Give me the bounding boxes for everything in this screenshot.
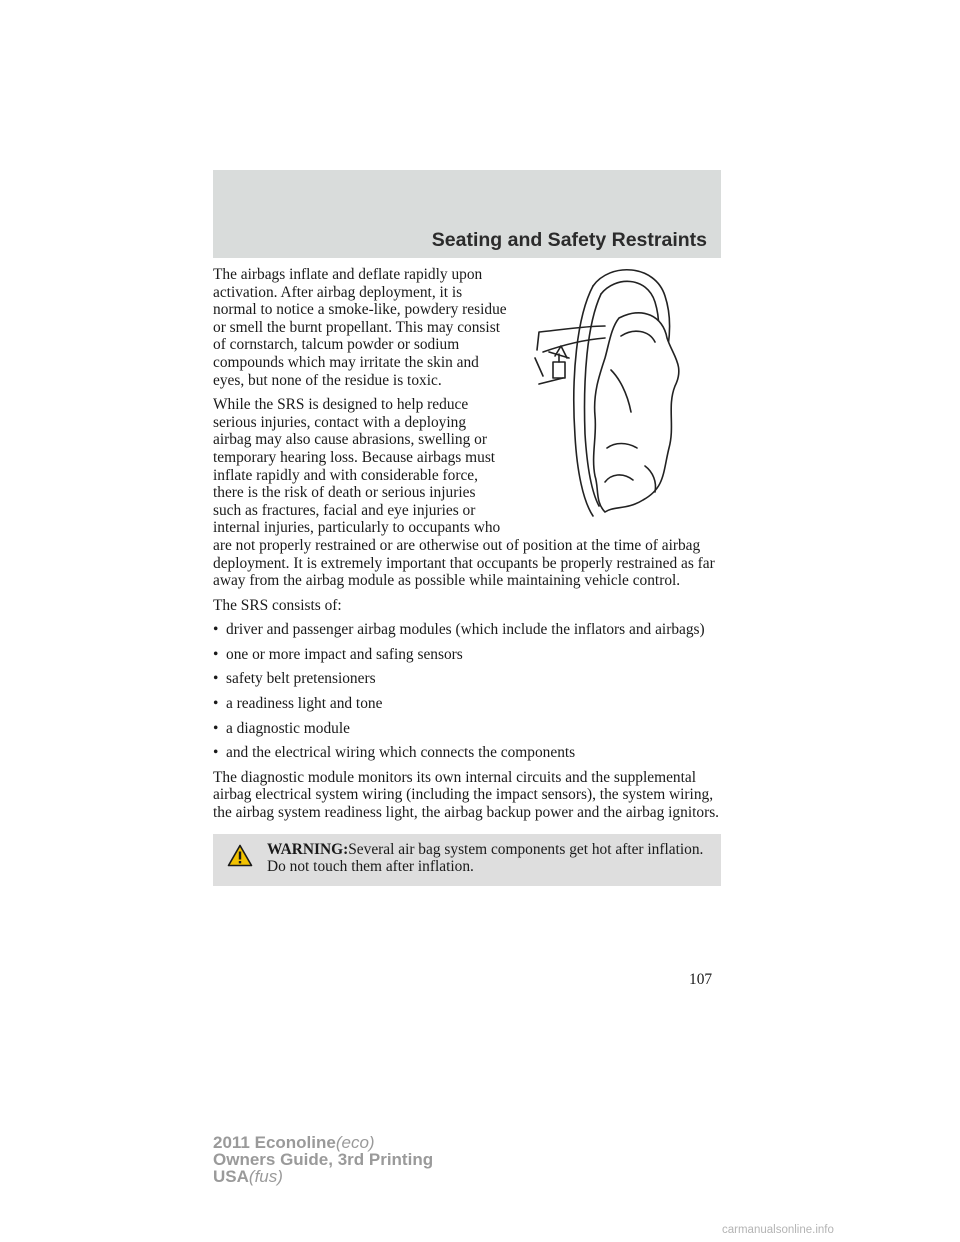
site-watermark: carmanualsonline.info (722, 1224, 834, 1236)
bullet-icon: • (213, 670, 219, 688)
bullet-icon: • (213, 621, 219, 639)
list-item: • a diagnostic module (213, 719, 350, 737)
footer-region-code: (fus) (248, 1167, 283, 1186)
paragraph-diagnostic-module: The diagnostic module monitors its own internal circuits and the supplemental airbag electrical system wiring (including the impact sensors), the system wiring, the airbag system readiness light, the airbag backup power and the airbag ignitors. (213, 768, 720, 822)
warning-text: Several air bag system components get hot after inflation. Do not touch them after inflation. (267, 840, 704, 876)
list-item: • and the electrical wiring which connects the components (213, 744, 576, 762)
warning-box (213, 834, 721, 886)
warning-triangle-icon (227, 844, 253, 872)
list-item: • driver and passenger airbag modules (which include the inflators and airbags) (213, 621, 705, 639)
paragraph-residue: The airbags inflate and deflate rapidly upon activation. After airbag deployment, it is normal to notice a smoke-like, powdery residue or smell the burnt propellant. This may consist of cornstarch, talcum powder or sodium compounds which may irritate the skin and eyes, but none of the residue is toxic. (213, 266, 507, 389)
bullet-icon: • (213, 719, 219, 737)
section-title: Seating and Safety Restraints (431, 229, 707, 251)
page-content (213, 266, 721, 886)
footer-printing: Owners Guide, 3rd Printing (213, 1150, 434, 1169)
list-item: • a readiness light and tone (213, 695, 383, 713)
section-header-band (213, 170, 721, 258)
paragraph-injury-risk: While the SRS is designed to help reduce serious injuries, contact with a deploying airbag may also cause abrasions, swelling or temporary hearing loss. Because airbags must inflate rapidly and with considerable force, there is the risk of death or serious injuries such as fractures, facial and eye injuries or internal injuries, particularly to occupants who are not properly restrained or are otherwise out of position at the time of airbag deployment. It is extremely important that occupants be properly restrained as far away from the airbag module as possible while maintaining vehicle control. (213, 396, 715, 590)
list-item: • one or more impact and safing sensors (213, 645, 463, 663)
airbag-deployment-illustration (515, 266, 721, 526)
warning-label: WARNING: (267, 840, 349, 858)
page-number: 107 (689, 971, 713, 988)
footer-model-code: (eco) (335, 1133, 375, 1152)
srs-components-list (213, 621, 721, 762)
bullet-icon: • (213, 695, 219, 713)
bullet-icon: • (213, 744, 219, 762)
list-item: • safety belt pretensioners (213, 670, 376, 688)
bullet-icon: • (213, 645, 219, 663)
document-footer (213, 1134, 433, 1185)
steering-wheel-airbag-drawing (515, 266, 721, 526)
footer-region: USA (213, 1167, 249, 1186)
srs-intro: The SRS consists of: (213, 596, 342, 614)
footer-model: 2011 Econoline (213, 1133, 336, 1152)
